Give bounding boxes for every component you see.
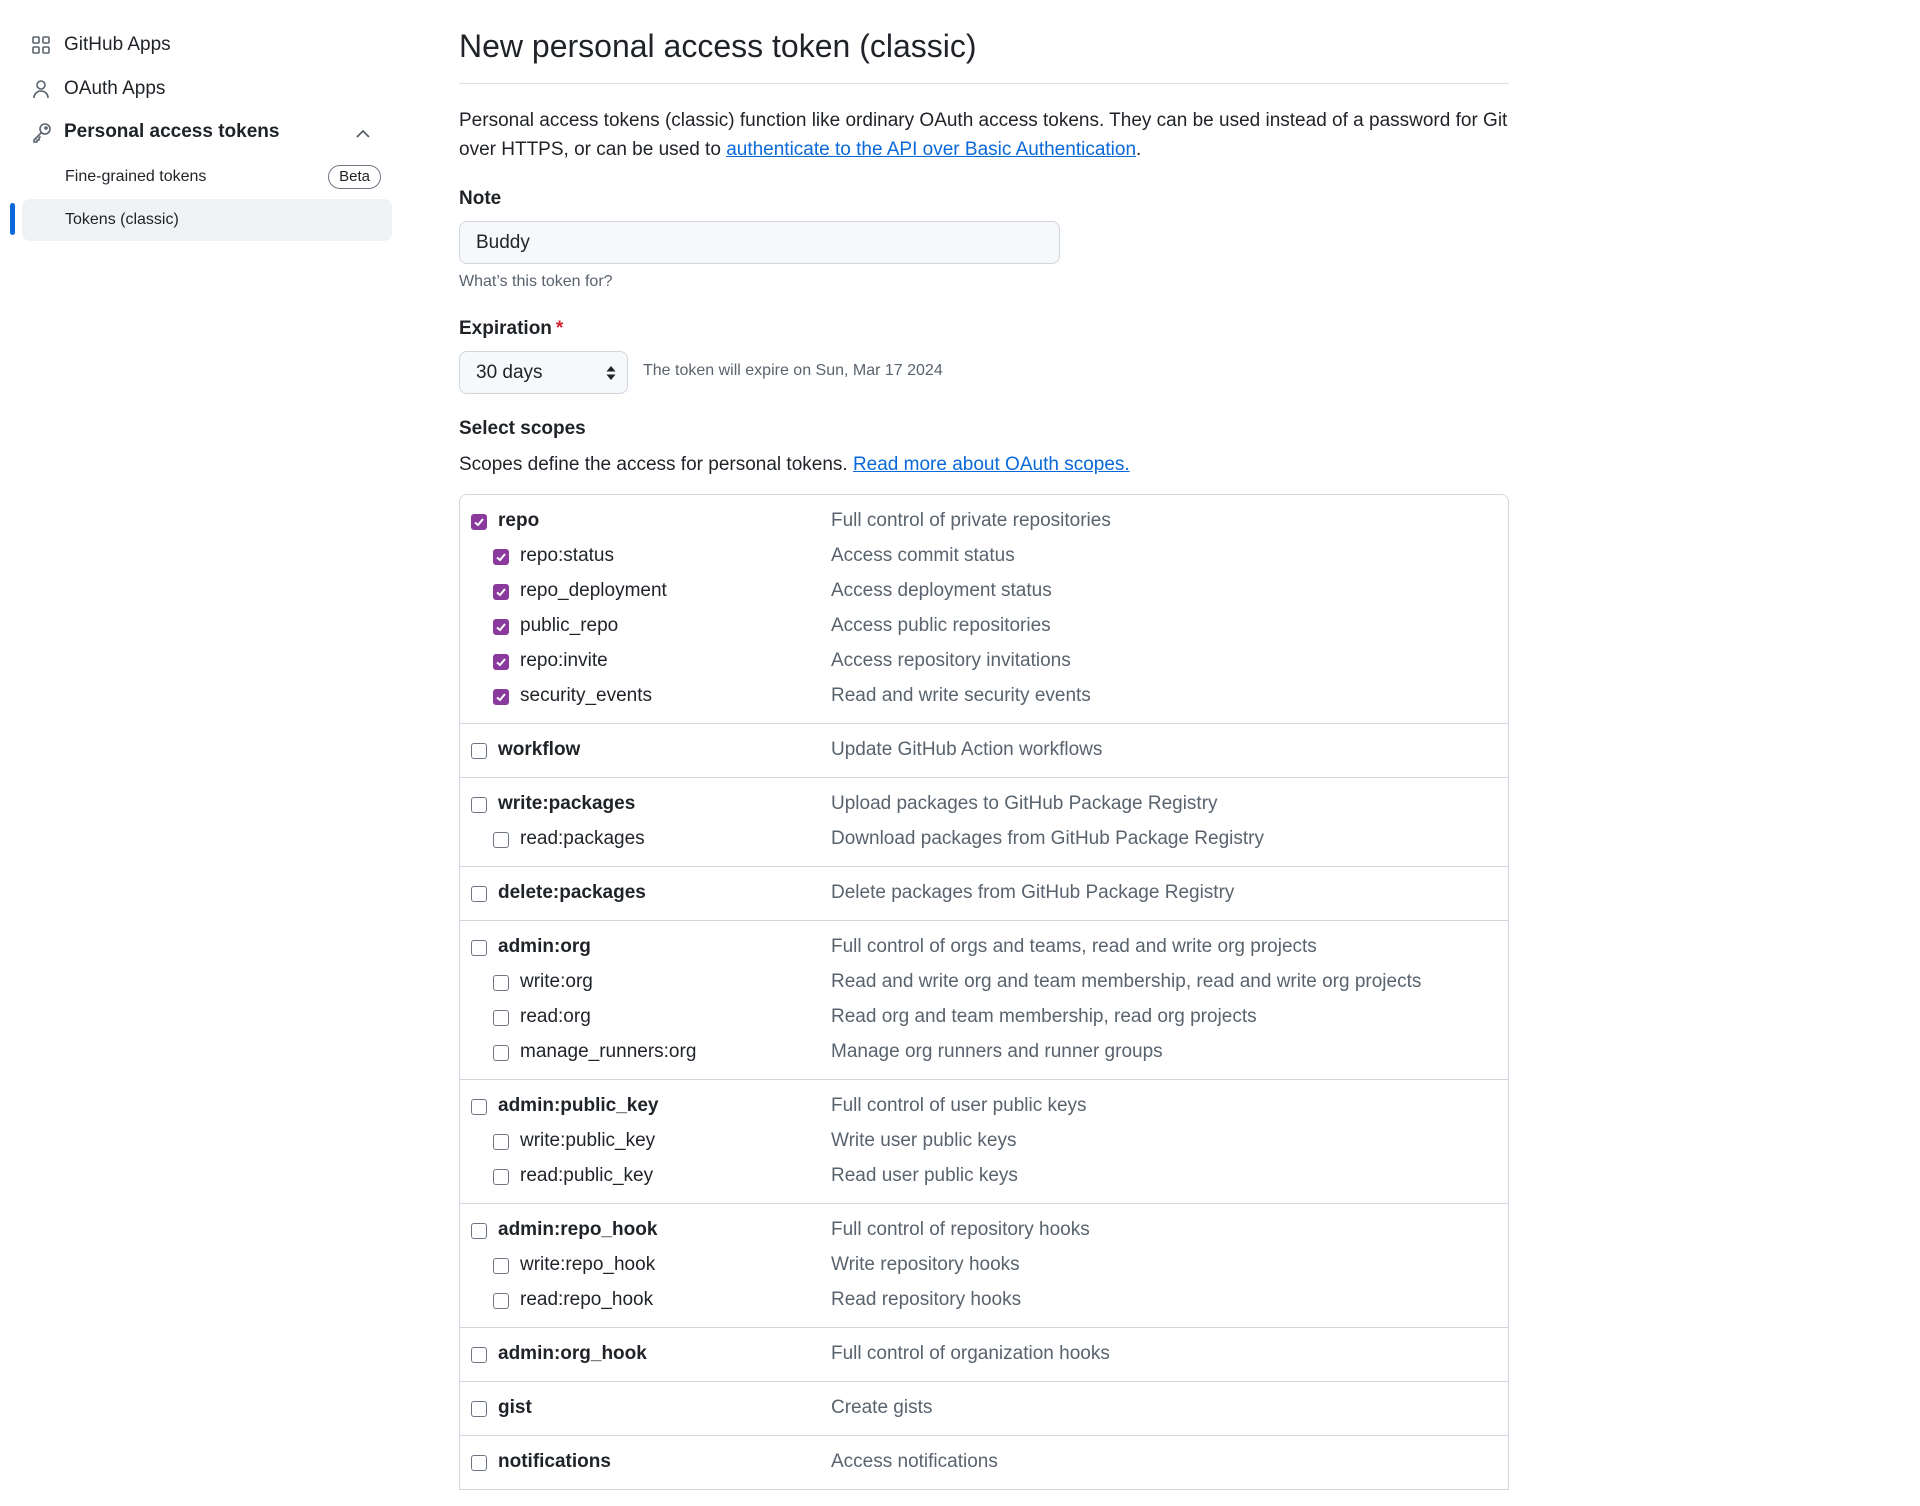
scope-description: Access commit status — [831, 545, 1015, 566]
scope-name: repo_deployment — [520, 580, 667, 601]
scope-row — [460, 1248, 1508, 1283]
scope-checkbox[interactable] — [493, 1010, 509, 1026]
scope-description: Read user public keys — [831, 1165, 1018, 1186]
page-title: New personal access token (classic) — [459, 28, 977, 64]
scope-description: Read and write org and team membership, read and write org projects — [831, 971, 1422, 992]
scope-description: Manage org runners and runner groups — [831, 1041, 1163, 1062]
scope-name: admin:public_key — [498, 1095, 659, 1116]
scope-row — [460, 609, 1508, 644]
scope-checkbox[interactable] — [493, 832, 509, 848]
scope-name: write:public_key — [520, 1130, 656, 1151]
scope-group — [460, 1436, 1508, 1490]
scope-description: Read and write security events — [831, 685, 1091, 706]
scope-description: Full control of private repositories — [831, 510, 1111, 531]
scope-group — [460, 1382, 1508, 1436]
scope-checkbox[interactable] — [471, 1347, 487, 1363]
scope-checkbox[interactable] — [471, 514, 487, 530]
scope-name: manage_runners:org — [520, 1041, 697, 1062]
scope-row — [460, 1035, 1508, 1070]
sidebar-item-label: OAuth Apps — [64, 78, 166, 99]
sidebar-item-tokens-classic[interactable] — [22, 199, 392, 241]
scope-checkbox[interactable] — [493, 1134, 509, 1150]
scope-row — [460, 1283, 1508, 1318]
scope-row — [460, 822, 1508, 857]
scope-name: security_events — [520, 685, 653, 706]
scope-description: Delete packages from GitHub Package Registry — [831, 882, 1235, 903]
scope-group — [460, 1080, 1508, 1204]
scope-name: read:packages — [520, 828, 645, 849]
active-indicator — [10, 203, 15, 235]
scope-row — [460, 1089, 1508, 1124]
scope-name: admin:org — [498, 936, 591, 957]
scope-description: Full control of repository hooks — [831, 1219, 1090, 1240]
scope-checkbox[interactable] — [493, 584, 509, 600]
scope-checkbox[interactable] — [493, 689, 509, 705]
scope-name: write:packages — [498, 793, 636, 814]
select-arrows-icon — [605, 365, 617, 387]
scope-name: public_repo — [520, 615, 619, 636]
sidebar-item-label: Personal access tokens — [64, 121, 280, 142]
key-icon — [22, 121, 64, 143]
scope-description: Access deployment status — [831, 580, 1052, 601]
scope-description: Access repository invitations — [831, 650, 1071, 671]
note-hint: What’s this token for? — [459, 273, 613, 290]
scope-checkbox[interactable] — [471, 886, 487, 902]
scope-checkbox[interactable] — [471, 940, 487, 956]
sidebar-item-oauth-apps[interactable] — [22, 69, 392, 109]
scope-row — [460, 876, 1508, 911]
scopes-description — [459, 454, 1130, 476]
scope-row — [460, 1391, 1508, 1426]
scope-checkbox[interactable] — [471, 1455, 487, 1471]
expiration-value: 30 days — [476, 361, 543, 383]
scope-name: read:repo_hook — [520, 1289, 654, 1310]
oauth-scopes-link[interactable]: Read more about OAuth scopes. — [852, 454, 1130, 475]
sidebar-item-fine-grained-tokens[interactable] — [22, 156, 392, 198]
beta-badge: Beta — [328, 165, 381, 189]
scope-checkbox[interactable] — [493, 619, 509, 635]
scope-name: delete:packages — [498, 882, 646, 903]
scope-checkbox[interactable] — [471, 1223, 487, 1239]
scope-name: gist — [498, 1397, 532, 1418]
expiration-label-text: Expiration — [459, 318, 552, 339]
scope-group — [460, 1204, 1508, 1328]
scope-row — [460, 539, 1508, 574]
sidebar-item-personal-access-tokens[interactable] — [22, 112, 392, 152]
scope-row — [460, 965, 1508, 1000]
scope-name: repo:status — [520, 545, 614, 566]
note-label: Note — [459, 188, 502, 209]
scope-description: Access public repositories — [831, 615, 1051, 636]
scope-name: workflow — [498, 739, 581, 760]
scope-group — [460, 495, 1508, 724]
scope-description: Full control of orgs and teams, read and write org projects — [831, 936, 1317, 957]
sidebar-item-label: Tokens (classic) — [65, 211, 179, 228]
basic-auth-link[interactable]: authenticate to the API over Basic Authentication — [726, 139, 1137, 160]
scope-group — [460, 778, 1508, 867]
note-input[interactable] — [459, 221, 1060, 264]
person-icon — [22, 79, 64, 99]
scope-row — [460, 1124, 1508, 1159]
sidebar-item-github-apps[interactable] — [22, 25, 392, 65]
scope-name: write:repo_hook — [520, 1254, 656, 1275]
scope-row — [460, 733, 1508, 768]
scope-description: Read org and team membership, read org projects — [831, 1006, 1257, 1027]
scope-row — [460, 504, 1508, 539]
scope-row — [460, 787, 1508, 822]
divider — [459, 83, 1509, 84]
scope-description: Full control of user public keys — [831, 1095, 1087, 1116]
scope-row — [460, 574, 1508, 609]
apps-grid-icon — [22, 35, 64, 55]
sidebar-item-label: GitHub Apps — [64, 34, 171, 55]
scope-group — [460, 724, 1508, 778]
scope-group — [460, 921, 1508, 1080]
intro-body: Personal access tokens (classic) function like ordinary OAuth access tokens. They can be used instead of a password for Git over HTTPS, or can be used to — [459, 110, 1508, 160]
scope-checkbox[interactable] — [493, 549, 509, 565]
expiration-note: The token will expire on Sun, Mar 17 2024 — [643, 362, 943, 379]
scope-checkbox[interactable] — [493, 1169, 509, 1185]
scope-description: Create gists — [831, 1397, 933, 1418]
scope-row — [460, 1337, 1508, 1372]
scopes-label: Select scopes — [459, 418, 586, 439]
scope-description: Update GitHub Action workflows — [831, 739, 1103, 760]
scope-name: repo — [498, 510, 540, 531]
scope-name: write:org — [520, 971, 593, 992]
required-mark: * — [555, 318, 564, 339]
scope-checkbox[interactable] — [471, 743, 487, 759]
chevron-up-icon[interactable] — [356, 126, 370, 144]
scope-name: read:org — [520, 1006, 591, 1027]
scope-row — [460, 679, 1508, 714]
scopes-list — [459, 494, 1509, 1490]
scope-description: Write repository hooks — [831, 1254, 1020, 1275]
intro-text — [459, 106, 1509, 164]
scope-name: repo:invite — [520, 650, 608, 671]
scope-row — [460, 1159, 1508, 1194]
scope-row — [460, 930, 1508, 965]
scope-description: Download packages from GitHub Package Registry — [831, 828, 1264, 849]
sidebar-item-label: Fine-grained tokens — [65, 168, 207, 185]
scope-group — [460, 867, 1508, 921]
expiration-select[interactable] — [459, 351, 628, 394]
scope-row — [460, 644, 1508, 679]
expiration-label — [459, 318, 563, 340]
scope-row — [460, 1213, 1508, 1248]
scope-checkbox[interactable] — [493, 975, 509, 991]
scope-description: Upload packages to GitHub Package Registry — [831, 793, 1218, 814]
scope-description: Write user public keys — [831, 1130, 1017, 1151]
scope-checkbox[interactable] — [493, 1045, 509, 1061]
scope-name: admin:repo_hook — [498, 1219, 658, 1240]
scope-checkbox[interactable] — [493, 1258, 509, 1274]
scope-row — [460, 1445, 1508, 1480]
scope-group — [460, 1328, 1508, 1382]
intro-end: . — [1136, 139, 1142, 160]
scope-checkbox[interactable] — [471, 1401, 487, 1417]
scopes-desc-text: Scopes define the access for personal tokens. — [459, 454, 853, 475]
scope-checkbox[interactable] — [493, 1293, 509, 1309]
scope-description: Full control of organization hooks — [831, 1343, 1110, 1364]
scope-checkbox[interactable] — [471, 1099, 487, 1115]
scope-description: Access notifications — [831, 1451, 998, 1472]
scope-checkbox[interactable] — [493, 654, 509, 670]
scope-checkbox[interactable] — [471, 797, 487, 813]
scope-row — [460, 1000, 1508, 1035]
scope-name: notifications — [498, 1451, 611, 1472]
scope-name: read:public_key — [520, 1165, 654, 1186]
scope-name: admin:org_hook — [498, 1343, 647, 1364]
scope-description: Read repository hooks — [831, 1289, 1022, 1310]
